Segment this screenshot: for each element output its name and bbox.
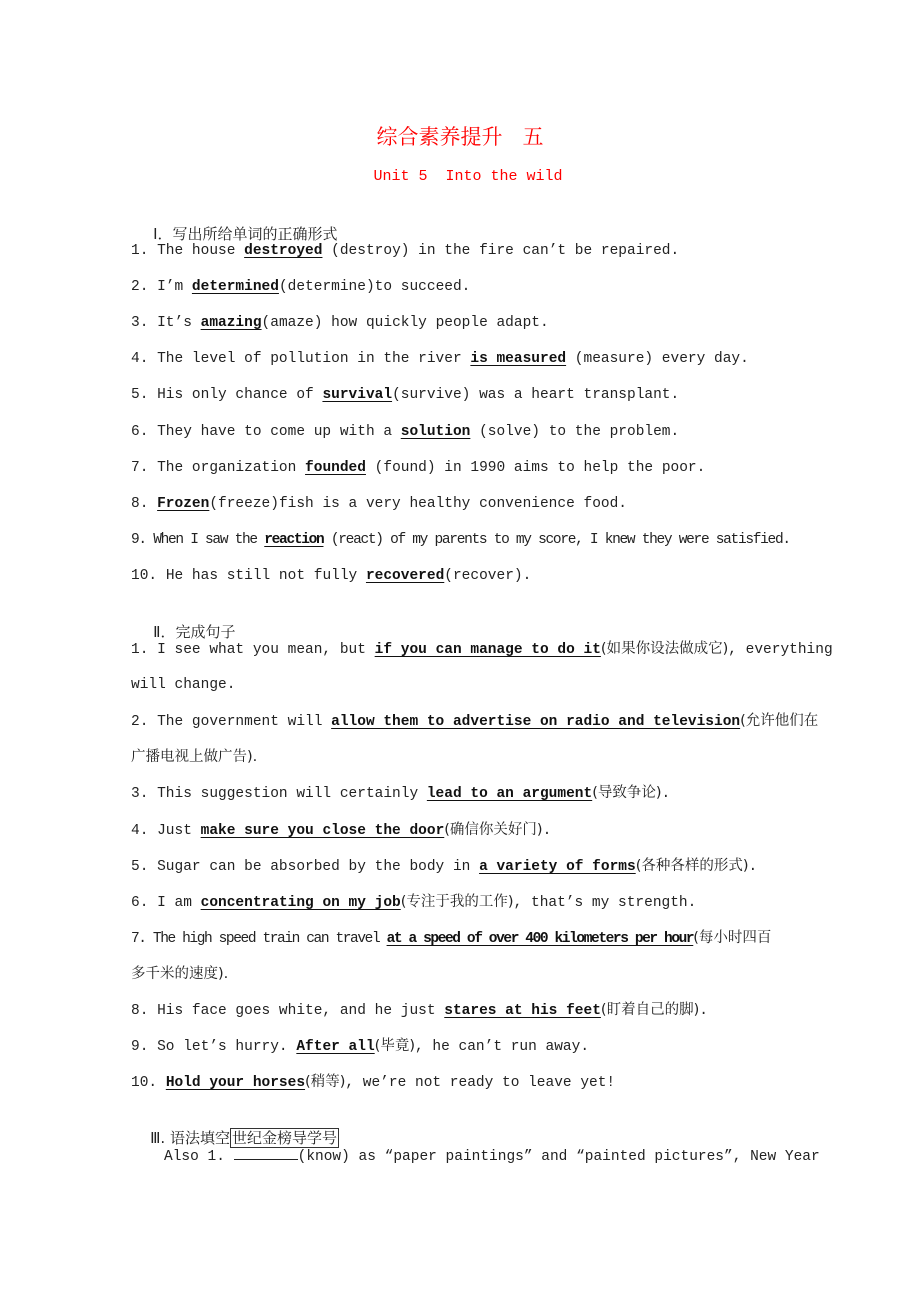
s1-item-6: 6. They have to come up with a solution (solve) to the problem. (131, 424, 680, 440)
s1-item-7: 7. The organization founded (found) in 1990 aims to help the poor. (131, 460, 706, 476)
s2-item-5: 5. Sugar can be absorbed by the body in a variety of forms(各种各样的形式). (131, 858, 758, 875)
blank-1 (234, 1145, 298, 1160)
answer: determined (191, 279, 279, 295)
answer: stares at his feet (444, 1003, 601, 1019)
s1-item-5: 5. His only chance of survival(survive) was a heart transplant. (131, 387, 680, 403)
section-2-title: 完成句子 (175, 623, 236, 641)
s2-item-10: 10. Hold your horses(稍等), we’re not ready to leave yet! (131, 1074, 616, 1091)
s2-item-6: 6. I am concentrating on my job(专注于我的工作), that’s my strength. (131, 894, 697, 911)
s2-item-4: 4. Just make sure you close the door(确信你关好门). (131, 822, 552, 839)
answer: a variety of forms (479, 859, 636, 875)
s1-item-3: 3. It’s amazing(amaze) how quickly people adapt. (131, 315, 549, 331)
s1-item-2: 2. I’m determined(determine)to succeed. (131, 279, 471, 295)
answer: recovered (365, 568, 445, 584)
s3-passage-line-1: Also 1. (know) as “paper paintings” and “painted pictures”, New Year (164, 1145, 820, 1167)
answer: founded (305, 460, 366, 476)
answer: survival (322, 387, 393, 403)
s1-item-10: 10. He has still not fully recovered(recover). (131, 568, 532, 584)
answer: amazing (200, 315, 262, 331)
answer: After all (296, 1039, 375, 1055)
s1-item-4: 4. The level of pollution in the river is measured (measure) every day. (131, 351, 749, 367)
s2-item-1: 1. I see what you mean, but if you can manage to do it(如果你设法做成它), everything (131, 641, 833, 658)
section-3-title: 语法填空 (169, 1129, 230, 1147)
s1-item-8: 8. Frozen(freeze)fish is a very healthy convenience food. (131, 496, 627, 512)
answer: solution (400, 424, 471, 440)
answer: destroyed (244, 243, 323, 259)
answer: reaction (264, 532, 324, 548)
s2-item-8: 8. His face goes white, and he just stares at his feet(盯着自己的脚). (131, 1002, 708, 1019)
unit-subtitle: Unit 5 Into the wild (373, 168, 563, 185)
section-2-number: Ⅱ． (153, 623, 176, 641)
s2-item-9: 9. So let’s hurry. After all(毕竟), he can’t run away. (131, 1038, 590, 1055)
section-1-title: 写出所给单词的正确形式 (172, 225, 338, 243)
answer: allow them to advertise on radio and television (331, 714, 741, 730)
s1-item-9: 9. When I saw the reaction (react) of my parents to my score, I knew they were satisfied. (131, 532, 790, 548)
page-title: 综合素养提升 五 (376, 125, 544, 149)
answer: make sure you close the door (200, 823, 445, 839)
s1-item-1: 1. The house destroyed (destroy) in the fire can’t be repaired. (131, 243, 680, 259)
answer: Hold your horses (165, 1075, 306, 1091)
answer: Frozen (157, 496, 210, 512)
section-1-number: Ⅰ． (153, 225, 173, 243)
s2-item-7: 7. The high speed train can travel at a speed of over 400 kilometers per hour(每小时四百 (131, 930, 772, 947)
s2-item-7-cont: 多千米的速度). (131, 966, 229, 982)
s2-item-2-cont: 广播电视上做广告). (131, 749, 258, 765)
answer: lead to an argument (426, 786, 593, 802)
s2-item-2: 2. The government will allow them to advertise on radio and television(允许他们在 (131, 713, 819, 730)
boxed-label: 世纪金榜导学号 (232, 1129, 338, 1147)
answer: at a speed of over 400 kilometers per hour (386, 931, 694, 947)
answer: is measured (470, 351, 567, 367)
answer: if you can manage to do it (374, 642, 601, 658)
answer: concentrating on my job (200, 895, 401, 911)
section-3-number: Ⅲ. (150, 1129, 166, 1147)
s2-item-3: 3. This suggestion will certainly lead to an argument(导致争论). (131, 785, 671, 802)
s2-item-1-cont: will change. (131, 677, 236, 693)
